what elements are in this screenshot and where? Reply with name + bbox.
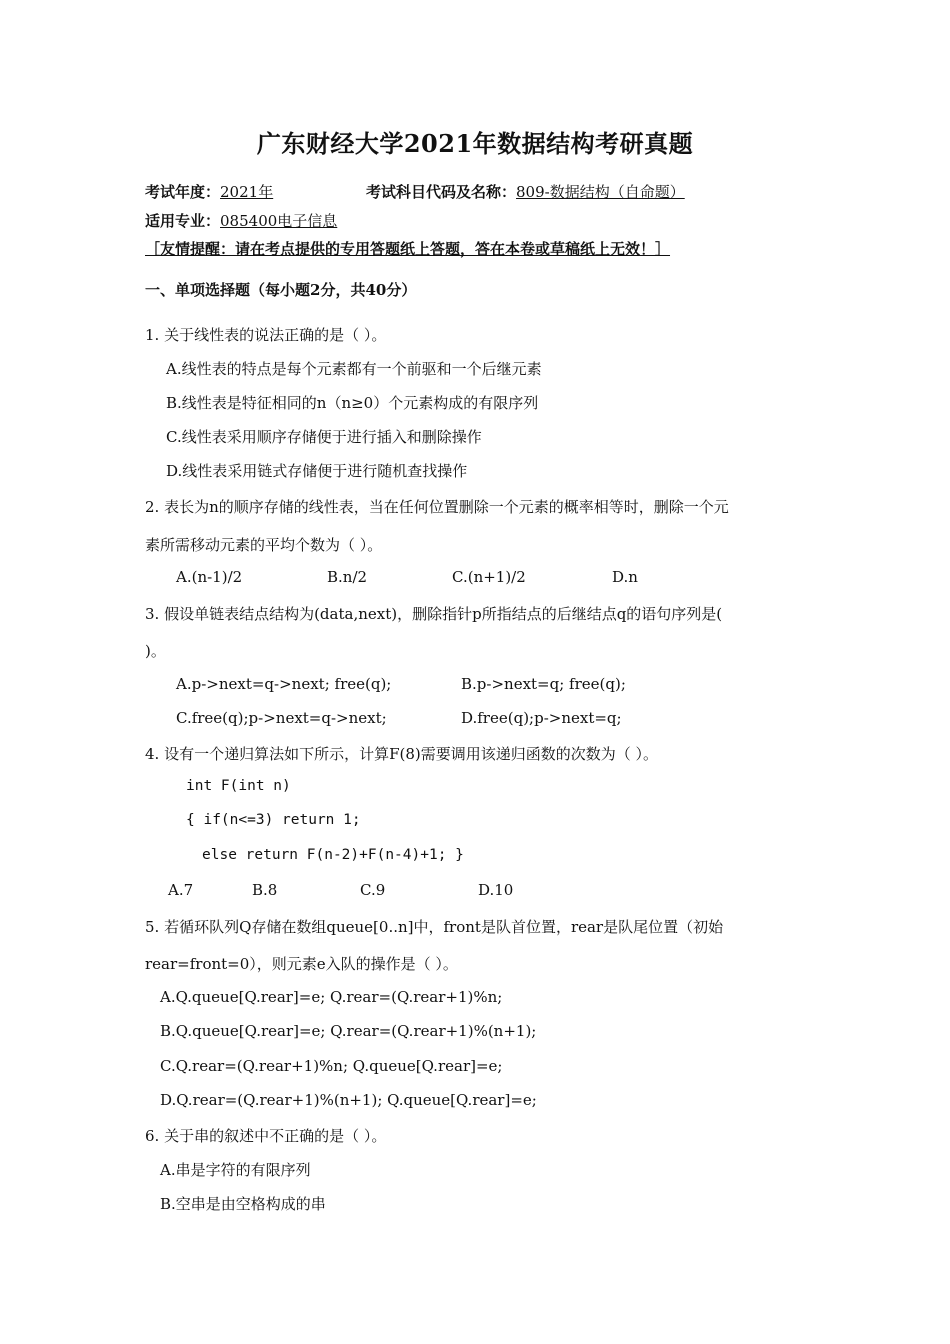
question-5-stem-line1: 5. 若循环队列Q存储在数组queue[0..n]中，front是队首位置，rear是队尾位置（初始	[145, 918, 724, 936]
question-1-option-a: A.线性表的特点是每个元素都有一个前驱和一个后继元素	[166, 360, 542, 378]
question-3-stem-line2: )。	[145, 642, 166, 660]
exam-major-value: 085400电子信息	[220, 212, 338, 230]
question-2-stem-line2: 素所需移动元素的平均个数为（ ）。	[145, 536, 383, 554]
section-heading: 一、单项选择题（每小题2分，共40分）	[145, 281, 417, 299]
exam-subject	[366, 181, 685, 202]
question-4-option-c: C.9	[360, 881, 386, 899]
exam-subject-value: 809-数据结构（自命题）	[516, 183, 685, 201]
question-5-option-c: C.Q.rear=(Q.rear+1)%n; Q.queue[Q.rear]=e;	[160, 1057, 503, 1075]
question-2-option-c: C.(n+1)/2	[452, 568, 526, 586]
question-1-option-d: D.线性表采用链式存储便于进行随机查找操作	[166, 462, 468, 480]
question-3-option-b: B.p->next=q; free(q);	[461, 675, 626, 693]
question-2-option-b: B.n/2	[327, 568, 368, 586]
exam-major-label: 适用专业：	[145, 212, 221, 230]
question-4-code-line1: int F(int n)	[186, 778, 291, 794]
question-3-option-a: A.p->next=q->next; free(q);	[176, 675, 392, 693]
question-1-stem: 1. 关于线性表的说法正确的是（ ）。	[145, 326, 387, 344]
question-4-option-a: A.7	[168, 881, 194, 899]
question-6-option-a: A.串是字符的有限序列	[160, 1161, 311, 1179]
question-5-option-d: D.Q.rear=(Q.rear+1)%(n+1); Q.queue[Q.rear]=e;	[160, 1091, 537, 1109]
question-2-option-a: A.(n-1)/2	[176, 568, 243, 586]
question-5-stem-line2: rear=front=0），则元素e入队的操作是（ ）。	[145, 955, 458, 973]
question-4-code-line3: else return F(n-2)+F(n-4)+1; }	[202, 847, 464, 863]
question-4-option-d: D.10	[478, 881, 514, 899]
page-title: 广东财经大学2021年数据结构考研真题	[256, 129, 694, 158]
notice: ［友情提醒：请在考点提供的专用答题纸上答题，答在本卷或草稿纸上无效！］	[145, 240, 671, 258]
question-4-stem: 4. 设有一个递归算法如下所示，计算F(8)需要调用该递归函数的次数为（ ）。	[145, 745, 659, 763]
question-3-option-d: D.free(q);p->next=q;	[461, 709, 622, 727]
question-5-option-b: B.Q.queue[Q.rear]=e; Q.rear=(Q.rear+1)%(n+1);	[160, 1022, 537, 1040]
exam-subject-label: 考试科目代码及名称：	[366, 183, 517, 201]
question-2-option-d: D.n	[612, 568, 638, 586]
question-2-stem-line1: 2. 表长为n的顺序存储的线性表，当在任何位置删除一个元素的概率相等时，删除一个元	[145, 498, 729, 516]
exam-major	[145, 210, 337, 231]
exam-year	[145, 181, 273, 202]
question-6-option-b: B.空串是由空格构成的串	[160, 1195, 326, 1213]
question-3-option-c: C.free(q);p->next=q->next;	[176, 709, 387, 727]
question-6-stem: 6. 关于串的叙述中不正确的是（ ）。	[145, 1127, 387, 1145]
question-1-option-c: C.线性表采用顺序存储便于进行插入和删除操作	[166, 428, 482, 446]
question-5-option-a: A.Q.queue[Q.rear]=e; Q.rear=(Q.rear+1)%n;	[160, 988, 503, 1006]
exam-year-label: 考试年度：	[145, 183, 221, 201]
exam-year-value: 2021年	[220, 183, 274, 201]
question-4-option-b: B.8	[252, 881, 278, 899]
question-3-stem-line1: 3. 假设单链表结点结构为(data,next)，删除指针p所指结点的后继结点q的语句序列是(	[145, 605, 723, 623]
question-4-code-line2: { if(n<=3) return 1;	[186, 812, 361, 828]
question-1-option-b: B.线性表是特征相同的n（n≥0）个元素构成的有限序列	[166, 394, 539, 412]
